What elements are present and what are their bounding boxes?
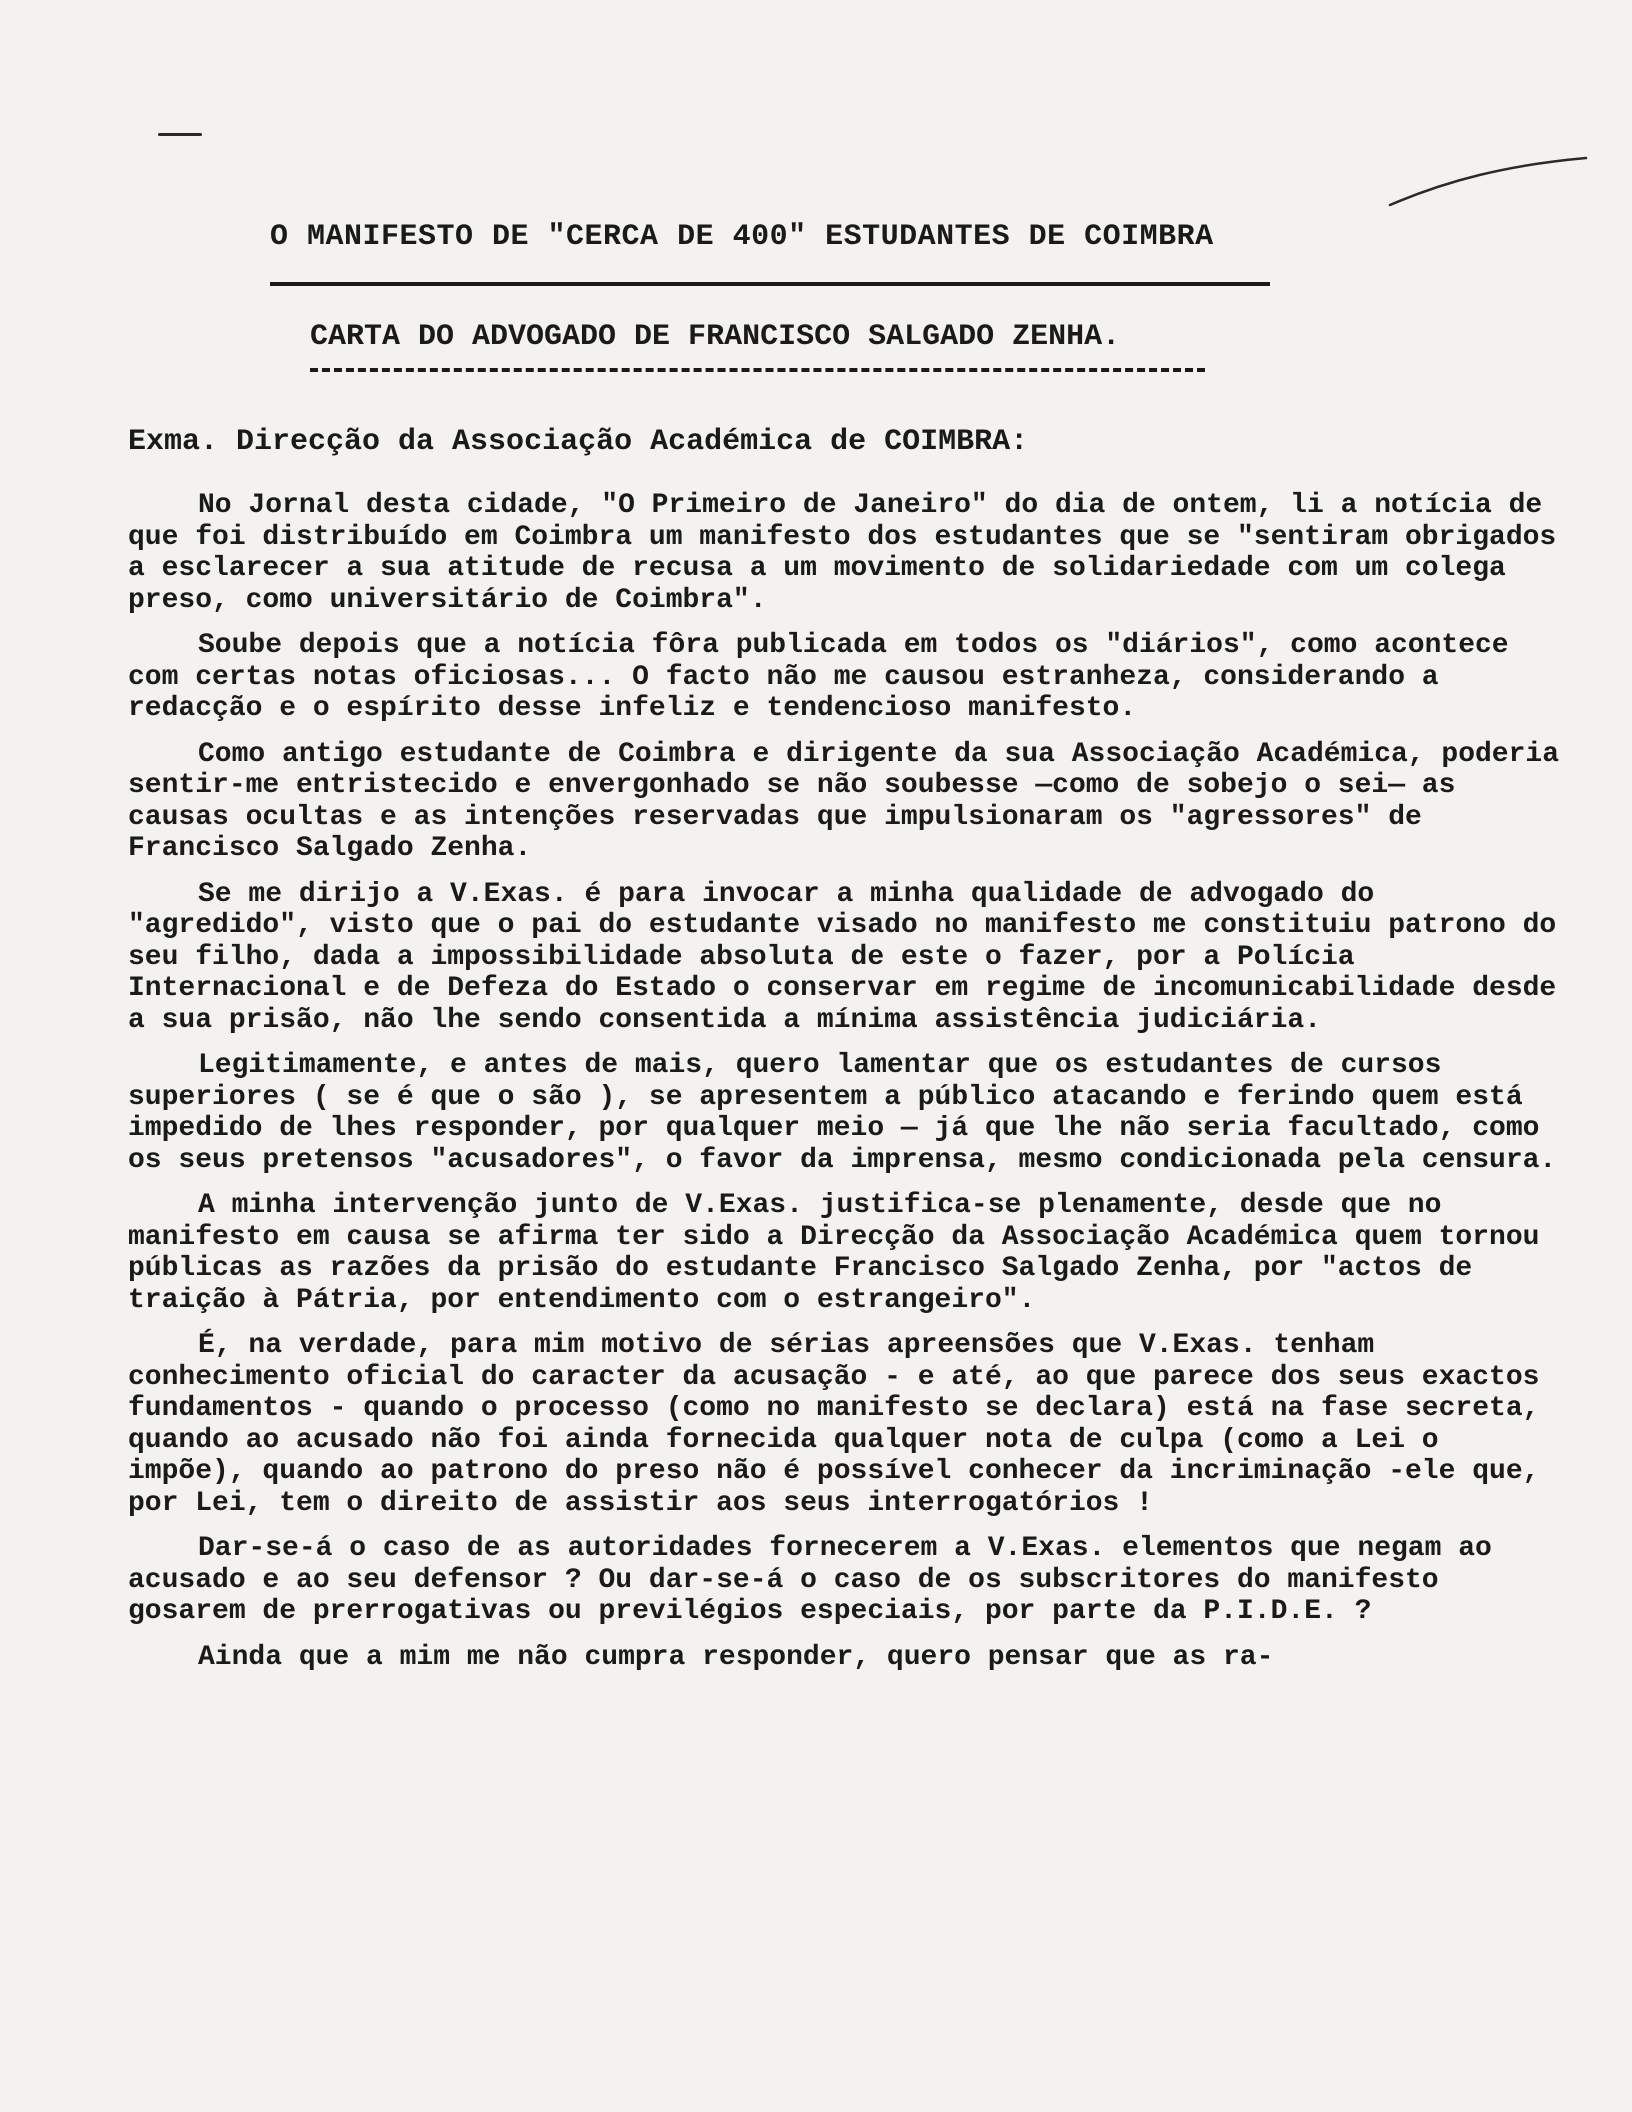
subtitle-underline bbox=[310, 368, 1205, 372]
paragraph-9: Ainda que a mim me não cumpra responder, quero pensar que as ra- bbox=[198, 1641, 1274, 1673]
paragraph-5: Legitimamente, e antes de mais, quero lamentar que os estudantes de cursos superiores ( se é que o são ), se apresentem a público atacando e ferindo quem está impedido de lhes responder, por qualquer meio — já que lhe não seria facultado, como os seus pretensos "acusadores", o favor da imprensa, mesmo condicionada pela censura. bbox=[128, 1050, 1557, 1176]
paragraph-8: Dar-se-á o caso de as autoridades fornecerem a V.Exas. elementos que negam ao acusado e ao seu defensor ? Ou dar-se-á o caso de os subscritores do manifesto gosarem de prerrogativas ou previlégios especiais, por parte da P.I.D.E. ? bbox=[128, 1533, 1492, 1627]
letter-salutation: Exma. Direcção da Associação Académica de COIMBRA: bbox=[128, 425, 1029, 459]
paragraph-4: Se me dirijo a V.Exas. é para invocar a minha qualidade de advogado do "agredido", visto que o pai do estudante visado no manifesto me constituiu patrono do seu filho, dada a impossibilidade absoluta de este o fazer, por a Polícia Internacional e de Defeza do Estado o conservar em regime de incomunicabilidade desde a sua prisão, não lhe sendo consentida a mínima assistência judiciária. bbox=[128, 878, 1557, 1036]
document-subtitle: CARTA DO ADVOGADO DE FRANCISCO SALGADO ZENHA. bbox=[310, 320, 1121, 354]
letter-body bbox=[128, 490, 1568, 1687]
document-title: O MANIFESTO DE "CERCA DE 400" ESTUDANTES DE COIMBRA bbox=[270, 220, 1214, 254]
paragraph-2: Soube depois que a notícia fôra publicada em todos os "diários", como acontece com certas notas oficiosas... O facto não me causou estranheza, considerando a redacção e o espírito desse infeliz e tendencioso manifesto. bbox=[128, 630, 1509, 724]
paragraph-7: É, na verdade, para mim motivo de sérias apreensões que V.Exas. tenham conhecimento oficial do caracter da acusação - e até, ao que parece dos seus exactos fundamentos - quando o processo (como no manifesto se declara) está na fase secreta, quando ao acusado não foi ainda fornecida qualquer nota de culpa (como a Lei o impõe), quando ao patrono do preso não é possível conhecer da incriminação -ele que, por Lei, tem o direito de assistir aos seus interrogatórios ! bbox=[128, 1330, 1540, 1519]
title-underline bbox=[270, 282, 1270, 286]
paragraph-1: No Jornal desta cidade, "O Primeiro de Janeiro" do dia de ontem, li a notícia de que foi distribuído em Coimbra um manifesto dos estudantes que se "sentiram obrigados a esclarecer a sua atitude de recusa a um movimento de solidariedade com um colega preso, como universitário de Coimbra". bbox=[128, 490, 1557, 616]
pen-stroke bbox=[1388, 150, 1588, 210]
pen-mark bbox=[158, 133, 202, 136]
paragraph-3: Como antigo estudante de Coimbra e dirigente da sua Associação Académica, poderia sentir-me entristecido e envergonhado se não soubesse —como de sobejo o sei— as causas ocultas e as intenções reservadas que impulsionaram os "agressores" de Francisco Salgado Zenha. bbox=[128, 738, 1560, 864]
paragraph-6: A minha intervenção junto de V.Exas. justifica-se plenamente, desde que no manifesto em causa se afirma ter sido a Direcção da Associação Académica quem tornou públicas as razões da prisão do estudante Francisco Salgado Zenha, por "actos de traição à Pátria, por entendimento com o estrangeiro". bbox=[128, 1190, 1540, 1316]
